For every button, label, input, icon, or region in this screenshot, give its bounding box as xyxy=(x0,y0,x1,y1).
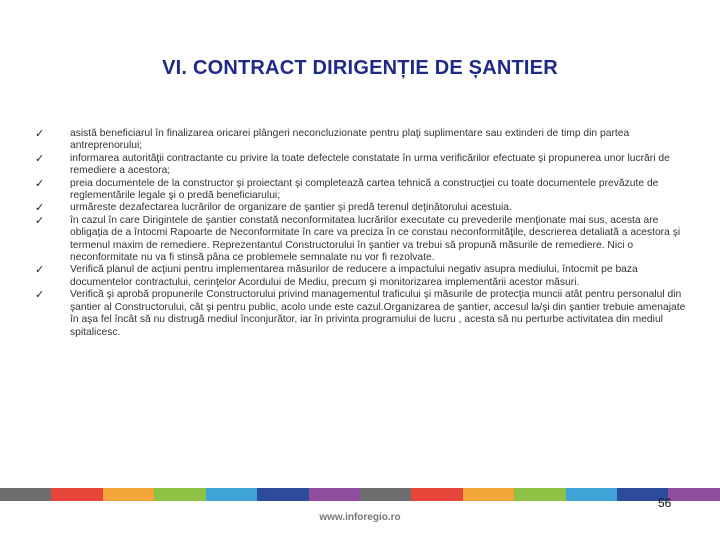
list-item xyxy=(35,214,690,265)
list-item-text: Verifică şi aprobă propunerile Constructorului privind managementul traficului şi măsurile de protecţia muncii atât pentru personalul din şantier al Constructorului, cât şi pentru public, acolo unde este cazul.Organizarea de şantier, accesul la/şi din şantier trebuie amenajate în aşa fel încât să nu distrugă mediul înconjurător, iar în privinta programului de lucru , acesta să nu perturbe activitatea din mediul spitalicesc. xyxy=(70,289,686,338)
stripe-segment xyxy=(0,488,51,501)
footer-color-stripe xyxy=(0,488,720,501)
bullet-list xyxy=(35,128,690,339)
list-item-text: Verifică planul de acţiuni pentru implementarea măsurilor de reducere a impactului negativ asupra mediului, întocmit pe baza documentelor contractului, cerinţelor Acordului de Mediu, precum şi monitorizarea implementării acestor măsuri. xyxy=(70,264,638,288)
stripe-segment xyxy=(514,488,565,501)
list-item xyxy=(35,152,690,178)
list-item-text: urmăreste dezafectarea lucrărilor de organizare de şantier şi predă terenul deţinătorului acestuia. xyxy=(70,202,512,214)
list-item xyxy=(35,128,690,153)
stripe-segment xyxy=(360,488,411,501)
list-item-text: preia documentele de la constructor şi proiectant şi completează cartea tehnică a construcţiei cu toate documentele prevăzute de reglementările legale şi o predă beneficiarului; xyxy=(70,177,659,202)
stripe-segment xyxy=(257,488,308,501)
list-item-text: în cazul în care Dirigintele de şantier constată neconformitatea lucrărilor executate cu prevederile menţionate mai sus, acesta are obligaţia de a întocmi Rapoarte de Neconformitate în care va preciza în ce constau neconformităţile, descrierea detaliată a acestora şi termenul maxim de remediere. Reprezentantul Constructorului în şantier va trebui să propună măsurile de remediere. Nici o neconformitate nu va fi stinsă pâna ce problemele semnalate nu vor fi rezolvate. xyxy=(70,214,681,264)
checkmark-icon: ✓ xyxy=(35,289,45,302)
page-number: 56 xyxy=(658,496,672,510)
stripe-segment xyxy=(154,488,205,501)
stripe-segment xyxy=(51,488,102,501)
stripe-segment xyxy=(463,488,514,501)
list-item xyxy=(35,202,690,215)
checkmark-icon: ✓ xyxy=(35,177,45,190)
stripe-segment xyxy=(411,488,462,501)
stripe-segment xyxy=(206,488,257,501)
list-item xyxy=(35,177,690,203)
checkmark-icon: ✓ xyxy=(35,214,45,227)
stripe-segment xyxy=(668,488,719,501)
stripe-segment xyxy=(566,488,617,501)
checkmark-icon: ✓ xyxy=(35,202,45,215)
list-item xyxy=(35,289,690,339)
stripe-segment xyxy=(103,488,154,501)
checkmark-icon: ✓ xyxy=(35,264,45,277)
list-item-text: informarea autorităţii contractante cu privire la toate defectele constatate în urma verificărilor efectuate şi propunerea unor lucrări de remediere a acestora; xyxy=(70,152,670,177)
checkmark-icon: ✓ xyxy=(35,152,45,165)
list-item-text: asistă beneficiarul în finalizarea oricarei plângeri neconcluzionate pentru plaţi suplimentare sau extinderi de timp din partea antreprenorului; xyxy=(70,128,630,152)
checkmark-icon: ✓ xyxy=(35,128,45,140)
stripe-segment xyxy=(309,488,360,501)
list-item xyxy=(35,264,690,289)
footer-url: www.inforegio.ro xyxy=(319,512,401,523)
slide-title: VI. CONTRACT DIRIGENȚIE DE ȘANTIER xyxy=(162,57,558,79)
